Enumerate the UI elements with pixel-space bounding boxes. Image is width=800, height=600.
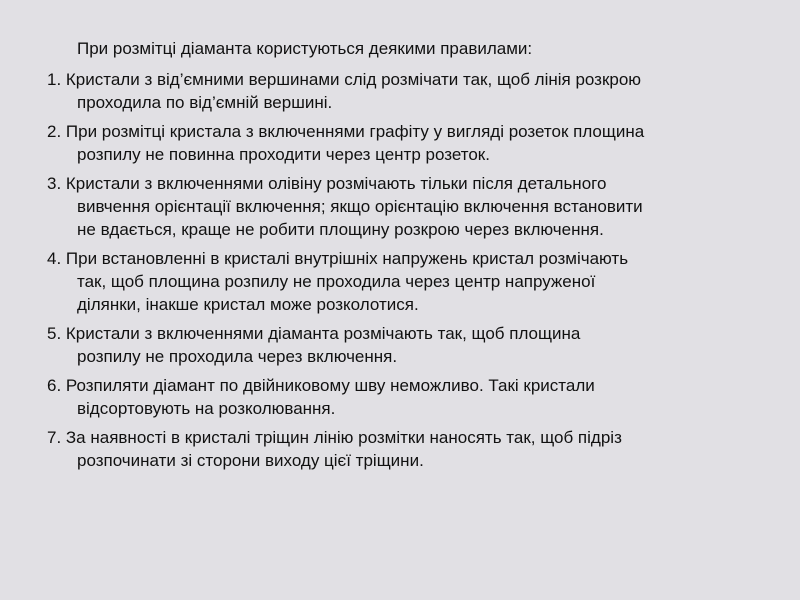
- rule-line: 3. Кристали з включеннями олівіну розмічають тільки після детального: [47, 174, 607, 193]
- rule-line: ділянки, інакше кристал може розколотися.: [77, 295, 419, 314]
- rule-line: не вдається, краще не робити площину розкрою через включення.: [77, 220, 604, 239]
- rule-line: 1. Кристали з від’ємними вершинами слід розмічати так, щоб лінія розкрою: [47, 70, 642, 89]
- rule-line: 6. Розпиляти діамант по двійниковому шву неможливо. Такі кристали: [47, 376, 595, 395]
- rule-item: [47, 172, 767, 241]
- rule-line: 5. Кристали з включеннями діаманта розмічають так, щоб площина: [47, 324, 581, 343]
- rule-line: 7. За наявності в кристалі тріщин лінію розмітки наносять так, щоб підріз: [47, 428, 622, 447]
- rule-line: 4. При встановленні в кристалі внутрішніх напружень кристал розмічають: [47, 249, 629, 268]
- slide-content: [47, 37, 767, 478]
- rule-line: проходила по від’ємній вершині.: [77, 93, 333, 112]
- rule-line: 2. При розмітці кристала з включеннями графіту у вигляді розеток площина: [47, 122, 645, 141]
- rules-list: [47, 68, 767, 472]
- rule-item: [47, 120, 767, 166]
- rule-line: так, щоб площина розпилу не проходила через центр напруженої: [77, 272, 596, 291]
- rule-item: [47, 68, 767, 114]
- rule-item: [47, 247, 767, 316]
- rule-item: [47, 374, 767, 420]
- rule-line: розпилу не проходила через включення.: [77, 347, 398, 366]
- rule-item: [47, 322, 767, 368]
- rule-line: відсортовують на розколювання.: [77, 399, 336, 418]
- rule-line: розпочинати зі сторони виходу цієї тріщини.: [77, 451, 424, 470]
- rule-item: [47, 426, 767, 472]
- rule-line: вивчення орієнтації включення; якщо орієнтацію включення встановити: [77, 197, 643, 216]
- rule-line: розпилу не повинна проходити через центр розеток.: [77, 145, 490, 164]
- intro-text: При розмітці діаманта користуються деякими правилами:: [77, 39, 533, 58]
